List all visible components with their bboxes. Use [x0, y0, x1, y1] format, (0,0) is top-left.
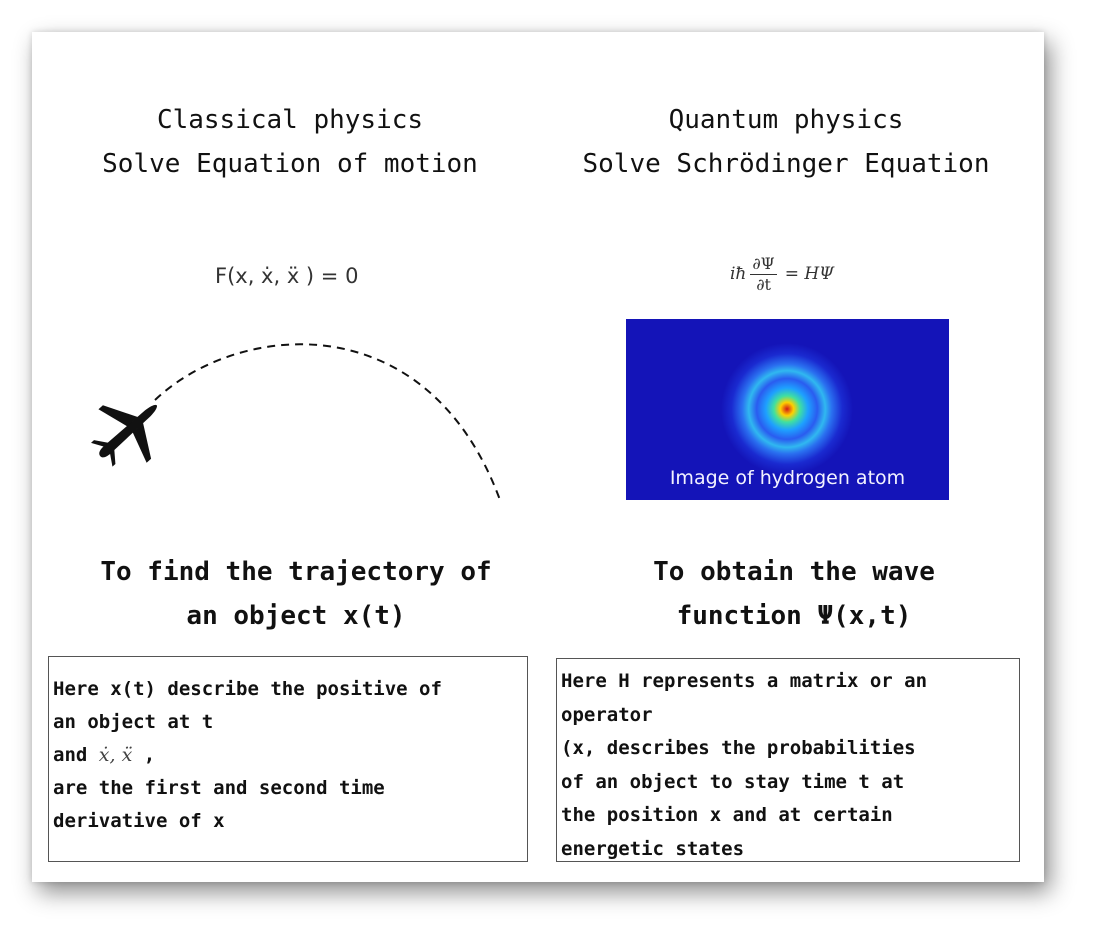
- dashed-trajectory-arc: [155, 344, 500, 500]
- hydrogen-image-caption: Image of hydrogen atom: [669, 467, 906, 489]
- quantum-box-line-2: operator: [561, 703, 653, 726]
- hydrogen-atom-image: [626, 319, 949, 500]
- classical-subtitle: [32, 550, 560, 638]
- derivative-symbols: ẋ, ẍ: [98, 744, 133, 766]
- equation-denominator: ∂t: [756, 274, 771, 294]
- airplane-icon: [87, 378, 181, 482]
- equation-fraction: [750, 254, 776, 295]
- quantum-box-line-6: energetic states: [561, 837, 745, 860]
- classical-box-comma: ,: [143, 744, 156, 766]
- quantum-box-line-3: (x, describes the probabilities: [561, 737, 916, 759]
- classical-subtitle-line1: To find the trajectory of: [100, 557, 492, 587]
- quantum-subtitle: [560, 550, 1028, 638]
- classical-box-line-5: derivative of x: [53, 810, 225, 832]
- slide: [32, 32, 1044, 882]
- classical-box-line-4: are the first and second time: [53, 777, 385, 799]
- quantum-explanation-box: [556, 658, 1020, 862]
- equation-prefix: iħ: [730, 264, 747, 284]
- classical-explanation-box: [48, 656, 528, 862]
- quantum-box-line-1: Here H represents a matrix or an: [561, 670, 928, 692]
- classical-box-line-3: [53, 739, 527, 772]
- classical-subtitle-line2: an object x(t): [186, 601, 406, 631]
- equation-numerator: ∂Ψ: [752, 253, 775, 273]
- classical-title-line2: Solve Equation of motion: [102, 149, 478, 179]
- quantum-title: [548, 98, 1024, 186]
- quantum-title-line2: Solve Schrödinger Equation: [582, 149, 990, 179]
- schrodinger-equation: [730, 250, 834, 298]
- quantum-subtitle-line2: function Ψ(x,t): [676, 601, 912, 631]
- classical-box-and: and: [53, 744, 88, 766]
- equation-of-motion: F(x, ẋ, ẍ ) = 0: [215, 264, 359, 288]
- equation-suffix: = HΨ: [784, 264, 835, 284]
- quantum-box-line-4: of an object to stay time t at: [561, 770, 905, 793]
- classical-box-line-2: an object at t: [53, 711, 214, 733]
- classical-title: [32, 98, 548, 186]
- classical-title-line1: Classical physics: [156, 105, 424, 135]
- quantum-box-line-5: the position x and at certain: [561, 804, 893, 826]
- trajectory-diagram: [87, 332, 517, 512]
- classical-box-line-1: Here x(t) describe the positive of: [53, 678, 442, 700]
- quantum-subtitle-line1: To obtain the wave: [653, 557, 935, 587]
- quantum-title-line1: Quantum physics: [668, 105, 904, 135]
